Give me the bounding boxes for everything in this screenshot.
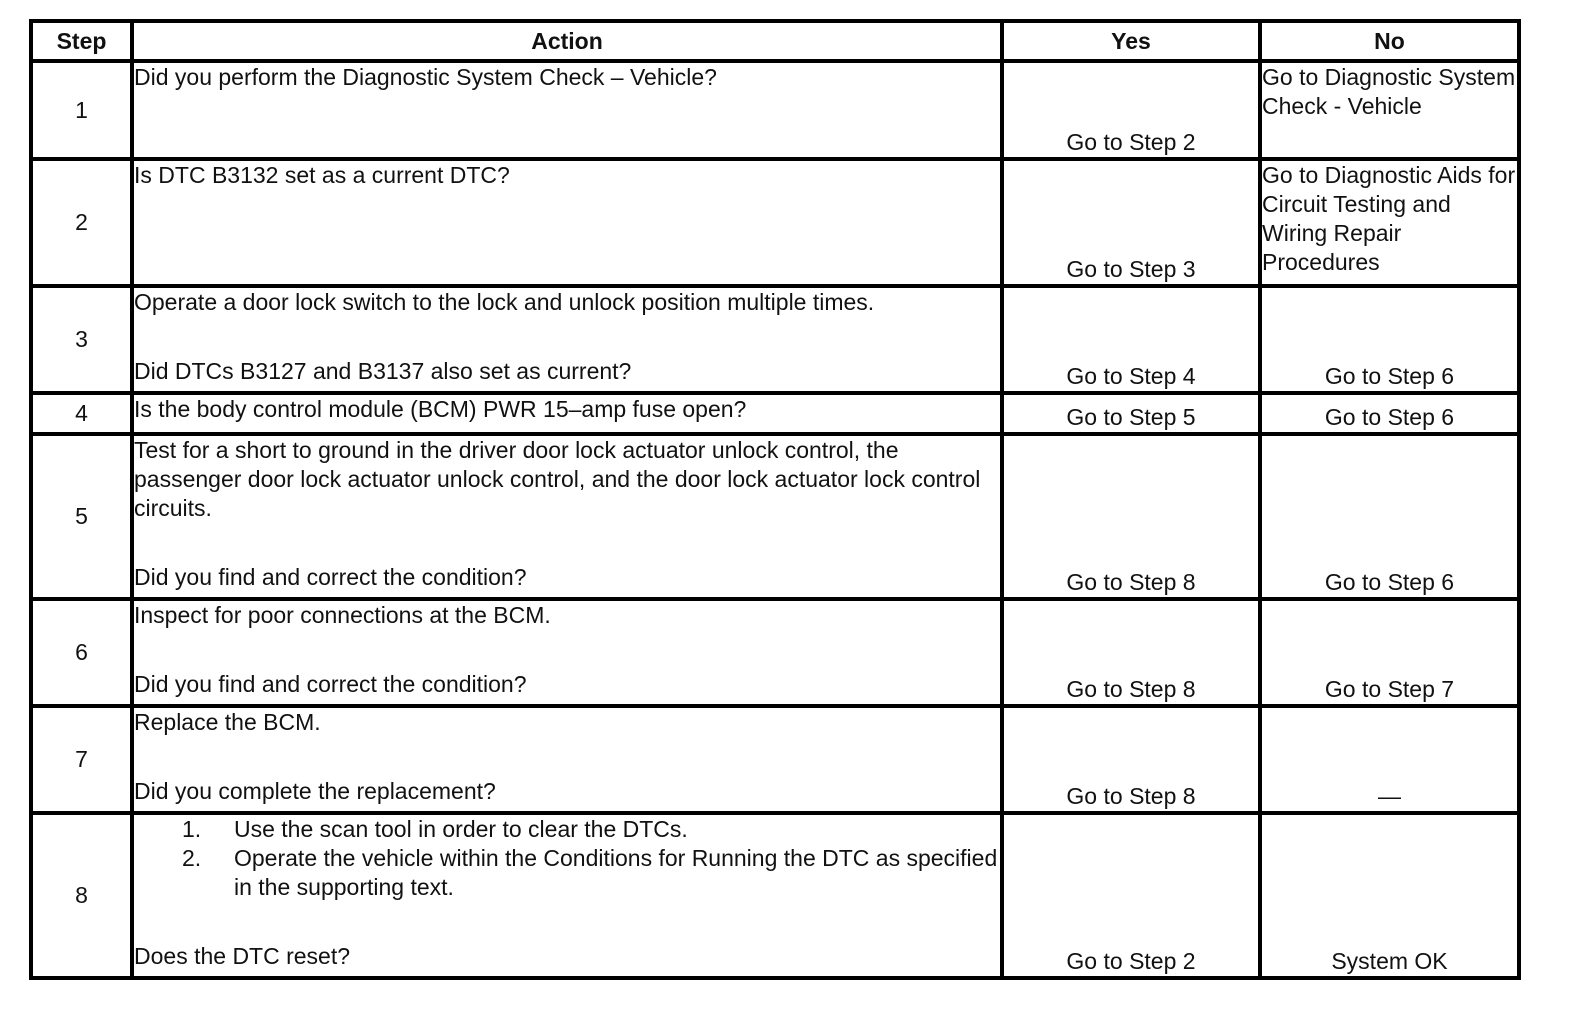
action-instruction: Inspect for poor connections at the BCM. — [134, 602, 551, 628]
no-result: Go to Step 6 — [1260, 393, 1519, 434]
header-yes: Yes — [1002, 21, 1260, 61]
action-question: Did you find and correct the condition? — [134, 671, 527, 697]
action-question: Does the DTC reset? — [134, 943, 351, 969]
table-row — [31, 61, 1519, 159]
step-number: 8 — [31, 813, 132, 978]
diagnostic-table — [29, 19, 1521, 980]
list-item-text: Use the scan tool in order to clear the DTCs. — [234, 816, 688, 842]
header-no: No — [1260, 21, 1519, 61]
yes-result: Go to Step 2 — [1002, 813, 1260, 978]
yes-result: Go to Step 8 — [1002, 599, 1260, 706]
list-item-number: 2. — [182, 845, 202, 871]
yes-result: Go to Step 2 — [1002, 61, 1260, 159]
action-instruction: Test for a short to ground in the driver door lock actuator unlock control, the passenger door lock actuator unlock control, and the door lock actuator lock control circuits. — [134, 437, 981, 521]
table-row — [31, 393, 1519, 434]
table-row — [31, 706, 1519, 813]
action-cell — [132, 813, 1002, 978]
list-item — [182, 815, 1000, 844]
action-text: Did you perform the Diagnostic System Check – Vehicle? — [132, 61, 1002, 159]
header-step: Step — [31, 21, 132, 61]
step-number: 2 — [31, 159, 132, 286]
table-row — [31, 434, 1519, 599]
action-cell — [132, 599, 1002, 706]
yes-result: Go to Step 5 — [1002, 393, 1260, 434]
table-row — [31, 159, 1519, 286]
action-instruction: Operate a door lock switch to the lock and unlock position multiple times. — [134, 289, 875, 315]
no-result: Go to Diagnostic System Check - Vehicle — [1260, 61, 1519, 159]
list-item-number: 1. — [182, 816, 202, 842]
header-action: Action — [132, 21, 1002, 61]
step-number: 5 — [31, 434, 132, 599]
no-result: — — [1260, 706, 1519, 813]
action-text: Is DTC B3132 set as a current DTC? — [132, 159, 1002, 286]
table-row — [31, 599, 1519, 706]
action-question: Did you complete the replacement? — [134, 778, 496, 804]
step-number: 7 — [31, 706, 132, 813]
step-number: 4 — [31, 393, 132, 434]
list-item — [182, 844, 1000, 902]
table-row — [31, 813, 1519, 978]
no-result: Go to Diagnostic Aids for Circuit Testing and Wiring Repair Procedures — [1260, 159, 1519, 286]
action-cell — [132, 286, 1002, 393]
yes-result: Go to Step 8 — [1002, 706, 1260, 813]
yes-result: Go to Step 4 — [1002, 286, 1260, 393]
action-instruction: Replace the BCM. — [134, 709, 321, 735]
action-steps-list — [134, 815, 1000, 902]
action-cell — [132, 706, 1002, 813]
action-text: Is the body control module (BCM) PWR 15–amp fuse open? — [132, 393, 1002, 434]
list-item-text: Operate the vehicle within the Conditions for Running the DTC as specified in the supporting text. — [234, 845, 998, 900]
yes-result: Go to Step 3 — [1002, 159, 1260, 286]
no-result: Go to Step 7 — [1260, 599, 1519, 706]
action-question: Did you find and correct the condition? — [134, 564, 527, 590]
yes-result: Go to Step 8 — [1002, 434, 1260, 599]
step-number: 1 — [31, 61, 132, 159]
table-row — [31, 286, 1519, 393]
action-cell — [132, 434, 1002, 599]
no-result: Go to Step 6 — [1260, 434, 1519, 599]
step-number: 3 — [31, 286, 132, 393]
no-result: Go to Step 6 — [1260, 286, 1519, 393]
header-row — [31, 21, 1519, 61]
action-question: Did DTCs B3127 and B3137 also set as current? — [134, 358, 632, 384]
no-result: System OK — [1260, 813, 1519, 978]
step-number: 6 — [31, 599, 132, 706]
